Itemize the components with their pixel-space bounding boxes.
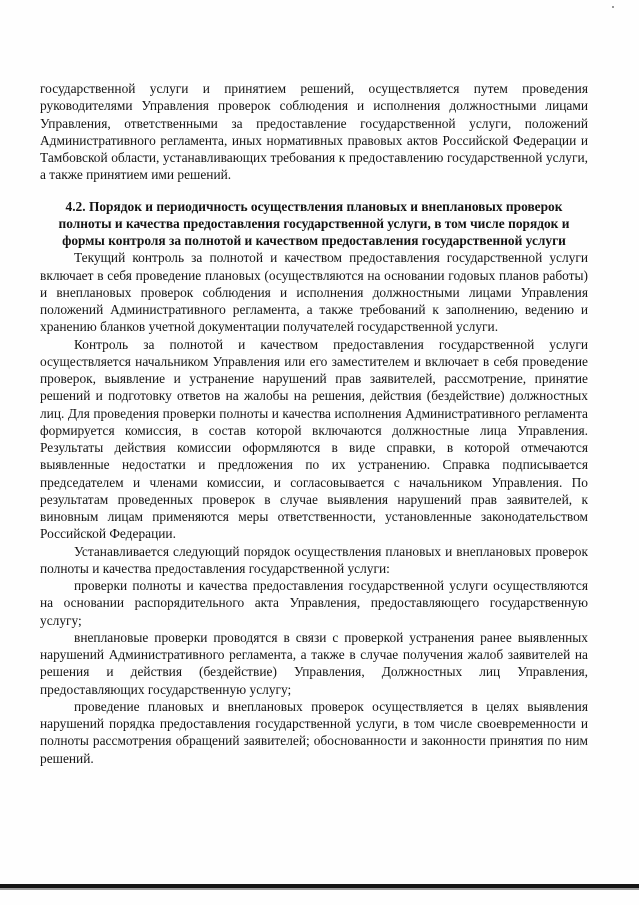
scan-speck xyxy=(612,6,614,8)
intro-paragraph: государственной услуги и принятием решений, осуществляется путем проведения руководителями Управления проверок соблюдения и исполнения должностными лицами Управления, ответственными за предоставление государственной услуги, положений Административного регламента, иных нормативных правовых актов Российской Федерации и Тамбовской области, устанавливающих требования к предоставлению государственной услуги, а также принятием ими решений. xyxy=(40,81,588,183)
paragraph-current-control: Текущий контроль за полнотой и качеством предоставления государственной услуги включает в себя проведение плановых (осуществляются на основании годовых планов работы) и внеплановых проверок соблюдения и исполнения должностными лицами Управления положений Административного регламента, а также требований к заполнению, ведению и хранению бланков учетной документации получателей государственной услуги. xyxy=(40,250,588,335)
section-heading: 4.2. Порядок и периодичность осуществления плановых и внеплановых проверок полноты и качества предоставления государственной услуги, в том числе порядок и формы контроля за полнотой и качеством предоставления государственной услуги xyxy=(58,198,570,248)
paragraph-inspection-procedure: Устанавливается следующий порядок осуществления плановых и внеплановых проверок полноты и качества предоставления государственной услуги: xyxy=(40,543,588,576)
paragraph-control-responsibility: Контроль за полнотой и качеством предоставления государственной услуги осуществляется начальником Управления или его заместителем и включает в себя проведение проверок, выявление и устранение нарушений прав заявителей, рассмотрение, принятие решений и подготовку ответов на жалобы на решения, действия (бездействие) должностных лиц. Для проведения проверки полноты и качества исполнения Административного регламента формируется комиссия, в состав которой включаются должностные лица Управления. Результаты действия комиссии оформляются в виде справки, в которой отмечаются выявленные недостатки и предложения по их устранению. Справка подписывается председателем и членами комиссии, и согласовывается с начальником Управления. По результатам проведенных проверок в случае выявления нарушений прав заявителей, к виновным лицам применяются меры ответственности, установленные законодательством Российской Федерации. xyxy=(40,336,588,542)
document-body xyxy=(40,80,588,767)
paragraph-planned-inspections: проверки полноты и качества предоставления государственной услуги осуществляются на основании распорядительного акта Управления, предоставляющего государственную услугу; xyxy=(40,578,588,628)
paragraph-inspection-goals: проведение плановых и внеплановых проверок осуществляется в целях выявления нарушений порядка предоставления государственной услуги, в том числе своевременности и полноты рассмотрения обращений заявителей; обоснованности и законности принятия по ним решений. xyxy=(40,698,588,766)
scan-bottom-edge-shadow xyxy=(0,888,639,890)
paragraph-unplanned-inspections: внеплановые проверки проводятся в связи с проверкой устранения ранее выявленных нарушений Административного регламента, а также в случае получения жалоб заявителей на решения и действия (бездействие) Управления, Должностных лиц Управления, предоставляющих государственную услугу; xyxy=(40,629,588,697)
